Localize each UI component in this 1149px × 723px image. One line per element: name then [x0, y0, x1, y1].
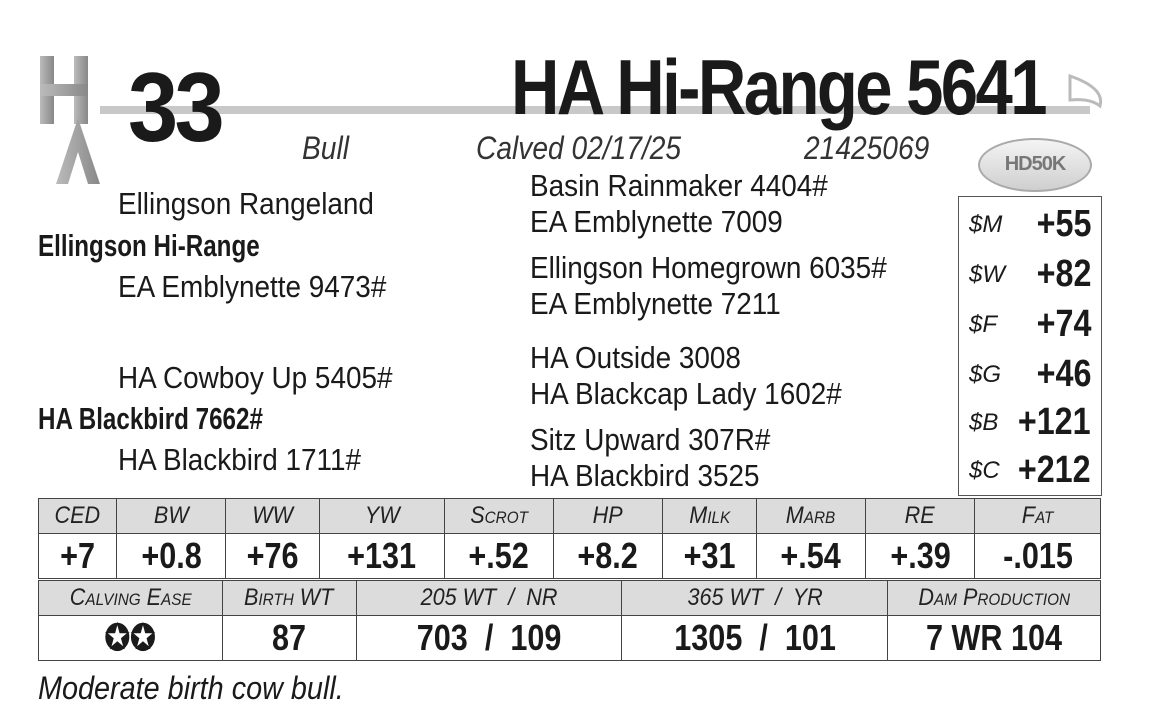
- ped-g3: Ellingson Homegrown 6035#: [530, 250, 887, 285]
- dam-sire: HA Cowboy Up 5405#: [118, 360, 393, 395]
- calved-date: Calved 02/17/25: [476, 130, 682, 166]
- sire-sire: Ellingson Rangeland: [118, 186, 374, 221]
- index-row: $W +82: [969, 253, 1091, 295]
- ped-g1: Basin Rainmaker 4404#: [530, 168, 828, 203]
- performance-value-row: ✪✪ 87 703 / 109 1305 / 101 7 WR 104: [39, 616, 1101, 661]
- ped-g8: HA Blackbird 3525: [530, 458, 760, 493]
- index-row: $B +121: [969, 401, 1091, 443]
- ped-g6: HA Blackcap Lady 1602#: [530, 376, 842, 411]
- ped-g5: HA Outside 3008: [530, 340, 741, 375]
- index-row: $C +212: [969, 449, 1091, 491]
- index-row: $F +74: [969, 303, 1091, 345]
- dam: HA Blackbird 7662#: [38, 401, 263, 436]
- index-box: [958, 196, 1102, 496]
- ped-g7: Sitz Upward 307R#: [530, 422, 771, 457]
- hd50k-badge: HD50K: [978, 138, 1092, 192]
- epd-table: [38, 498, 1101, 579]
- ped-g2: EA Emblynette 7009: [530, 204, 783, 239]
- performance-table: [38, 580, 1101, 661]
- bull-name: HA Hi-Range 5641: [510, 43, 1045, 131]
- registration-number: 21425069: [804, 130, 930, 166]
- ped-g4: EA Emblynette 7211: [530, 286, 781, 321]
- sire-dam: EA Emblynette 9473#: [118, 269, 387, 304]
- sex: Bull: [302, 130, 349, 166]
- lot-number: 33: [128, 52, 221, 162]
- epd-value-row: +7 +0.8 +76 +131 +.52 +8.2 +31 +.54 +.39 -.015: [39, 534, 1101, 579]
- remark: Moderate birth cow bull.: [38, 670, 344, 706]
- index-row: $G +46: [969, 353, 1091, 395]
- epd-header-row: CED BW WW YW Scrot HP Milk Marb RE Fat: [39, 499, 1101, 534]
- sire: Ellingson Hi-Range: [38, 228, 260, 263]
- performance-header-row: Calving Ease Birth WT 205 WT / NR 365 WT / YR Dam Production: [39, 581, 1101, 616]
- calving-ease-stars-icon: ✪✪: [104, 617, 157, 658]
- dam-dam: HA Blackbird 1711#: [118, 442, 361, 477]
- index-row: $M +55: [969, 203, 1091, 245]
